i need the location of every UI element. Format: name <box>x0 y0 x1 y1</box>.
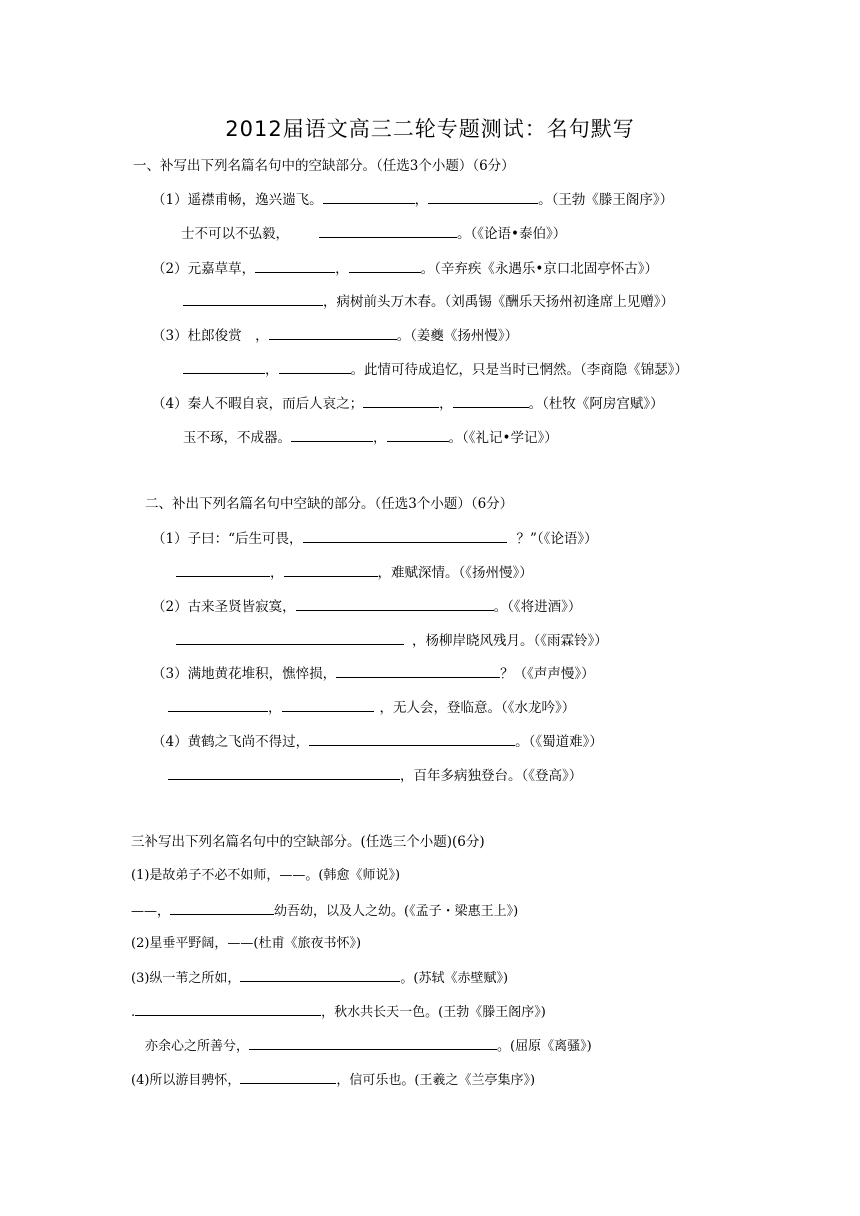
answer-blank[interactable] <box>240 1069 336 1084</box>
section1-question2-line1: （2）元嘉草草， ， 。（辛弃疾《永遇乐•京口北固亭怀古》） <box>152 258 658 279</box>
section1-question3-line1: （3）杜郎俊赏 ， 。（姜夔《扬州慢》） <box>152 325 518 346</box>
answer-blank[interactable] <box>170 900 274 915</box>
section1-question2-line2: ，病树前头万木春。（刘禹锡《酬乐天扬州初逢席上见赠》） <box>183 291 674 312</box>
section1-heading: 一、补写出下列名篇名句中的空缺部分。（任选3个小题）（6分） <box>133 158 515 174</box>
answer-blank[interactable] <box>323 189 415 204</box>
section2-question2-line1: （2）古来圣贤皆寂寞， 。（《将进酒》） <box>152 596 581 617</box>
answer-blank[interactable] <box>336 663 500 678</box>
answer-blank[interactable] <box>269 325 397 340</box>
section3-question1-line2: ——， 幼吾幼，以及人之幼。(《孟子・梁惠王上》) <box>131 900 518 922</box>
section1-question4-line1: （4）秦人不暇自哀，而后人哀之； ， 。（杜牧《阿房宫赋》） <box>152 393 664 414</box>
page-title: 2012届语文高三二轮专题测试：名句默写 <box>225 117 635 141</box>
answer-blank[interactable] <box>387 427 449 442</box>
answer-blank[interactable] <box>168 697 268 712</box>
answer-blank[interactable] <box>183 291 323 306</box>
answer-blank[interactable] <box>284 562 378 577</box>
answer-blank[interactable] <box>296 596 494 611</box>
section2-question3-line2: ， ，无人会，登临意。（《水龙吟》） <box>168 697 575 718</box>
answer-blank[interactable] <box>453 393 529 408</box>
section3-question1-line1: (1)是故弟子不必不如师，——。(韩愈《师说》) <box>131 868 401 883</box>
section1-question1-line1: （1）遥襟甫畅，逸兴遄飞。 ， 。（王勃《滕王阁序》） <box>152 189 673 210</box>
answer-blank[interactable] <box>303 528 507 543</box>
answer-blank[interactable] <box>363 393 439 408</box>
answer-blank[interactable] <box>176 630 404 645</box>
answer-blank[interactable] <box>309 731 515 746</box>
section2-question1-line1: （1）子曰：“后生可畏， ？”（《论语》） <box>152 528 598 549</box>
answer-blank[interactable] <box>168 765 400 780</box>
answer-blank[interactable] <box>319 223 457 238</box>
section2-question4-line2: ，百年多病独登台。（《登高》） <box>168 765 582 786</box>
answer-blank[interactable] <box>183 359 265 374</box>
section1-question1-line2: 士不可以不弘毅， 。（《论语•泰伯》） <box>181 223 566 244</box>
section2-question3-line1: （3）满地黄花堆积，憔悴损， ？（《声声慢》） <box>152 663 595 684</box>
section3-question4-line1: (4)所以游目骋怀， ，信可乐也。(王羲之《兰亭集序》) <box>131 1069 535 1091</box>
answer-blank[interactable] <box>249 1035 497 1050</box>
section1-question4-line2: 玉不琢，不成器。 ， 。（《礼记•学记》） <box>183 427 558 448</box>
answer-blank[interactable] <box>135 1001 321 1016</box>
answer-blank[interactable] <box>282 697 374 712</box>
section2-question1-line2: ， ，难赋深情。（《扬州慢》） <box>176 562 533 583</box>
section3-heading: 三补写出下列名篇名句中的空缺部分。(任选三个小题)(6分) <box>131 834 485 850</box>
answer-blank[interactable] <box>176 562 270 577</box>
answer-blank[interactable] <box>255 258 335 273</box>
answer-blank[interactable] <box>428 189 538 204</box>
section3-question2-line1: (2)星垂平野阔，——(杜甫《旅夜书怀》) <box>131 936 362 951</box>
section3-question3-line3: 亦余心之所善兮， 。(屈原《离骚》) <box>145 1035 592 1057</box>
section2-question4-line1: （4）黄鹤之飞尚不得过， 。（《蜀道难》） <box>152 731 603 752</box>
answer-blank[interactable] <box>291 427 373 442</box>
answer-blank[interactable] <box>240 967 400 982</box>
section3-question3-line1: (3)纵一苇之所如， 。(苏轼《赤壁赋》) <box>131 967 508 989</box>
section2-heading: 二、补出下列名篇名句中空缺的部分。（任选3个小题）（6分） <box>145 496 514 512</box>
answer-blank[interactable] <box>279 359 351 374</box>
section1-question3-line2: ， 。此情可待成追忆，只是当时已惘然。（李商隐《锦瑟》） <box>183 359 688 380</box>
section3-question3-line2: . ，秋水共长天一色。(王勃《滕王阁序》) <box>131 1001 546 1023</box>
answer-blank[interactable] <box>349 258 421 273</box>
section2-question2-line2: ，杨柳岸晓风残月。（《雨霖铃》） <box>176 630 608 651</box>
